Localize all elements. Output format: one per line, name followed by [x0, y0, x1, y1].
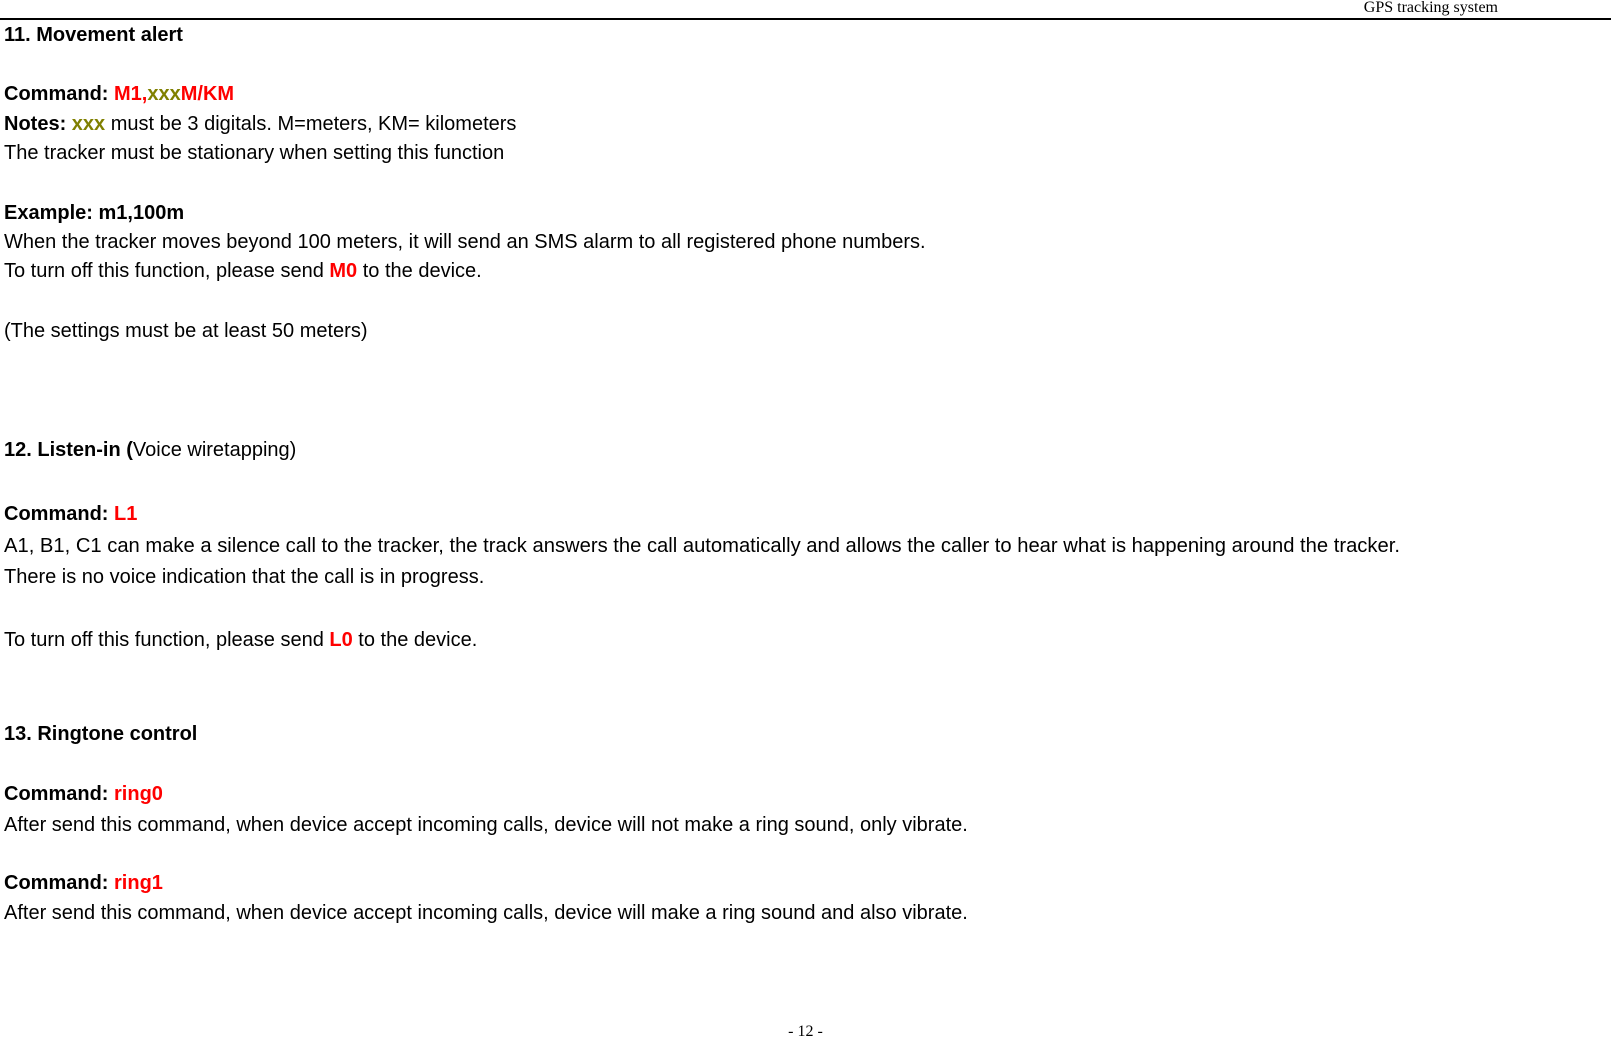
heading-bold: 12. Listen-in ( [4, 439, 133, 461]
s11-stationary-note: The tracker must be stationary when setting this function [4, 142, 505, 164]
s12-command-line [4, 501, 137, 527]
notes-label: Notes: [4, 113, 67, 135]
notes-text: must be 3 digitals. M=meters, KM= kilometers [105, 113, 517, 135]
page-number: - 12 - [788, 1023, 823, 1040]
command-code: M1, [114, 83, 148, 105]
s11-min-note: (The settings must be at least 50 meters) [4, 320, 368, 342]
command-units: M/KM [180, 83, 235, 105]
s11-command-line [4, 81, 234, 107]
s13-command-1-desc: After send this command, when device accept incoming calls, device will make a ring sound and also vibrate. [4, 902, 968, 924]
command-code: ring0 [114, 783, 163, 805]
s11-turn-off-line [4, 258, 482, 284]
command-param: xxx [147, 83, 181, 105]
s13-command-0-desc: After send this command, when device accept incoming calls, device will not make a ring sound, only vibrate. [4, 814, 968, 836]
command-label: Command: [4, 872, 109, 894]
section-11-heading: 11. Movement alert [4, 24, 183, 46]
section-13-heading: 13. Ringtone control [4, 723, 198, 745]
s13-command-1-line [4, 870, 163, 896]
command-code: L1 [114, 503, 138, 525]
running-header: GPS tracking system [1363, 0, 1498, 16]
s13-command-0-line [4, 781, 163, 807]
s11-example: Example: m1,100m [4, 202, 185, 224]
s12-desc-2: There is no voice indication that the call is in progress. [4, 566, 485, 588]
s12-turn-off-line [4, 627, 477, 653]
s11-notes-line [4, 111, 516, 137]
command-code: ring1 [114, 872, 163, 894]
heading-rest: Voice wiretapping) [132, 439, 297, 461]
command-label: Command: [4, 83, 109, 105]
turn-off-code: L0 [329, 629, 353, 651]
turn-off-suffix: to the device. [352, 629, 478, 651]
s12-desc-1: A1, B1, C1 can make a silence call to the tracker, the track answers the call automatically and allows the caller to hear what is happening around the tracker. [4, 535, 1400, 557]
header-rule [0, 18, 1611, 20]
turn-off-code: M0 [329, 260, 358, 282]
s11-example-desc: When the tracker moves beyond 100 meters, it will send an SMS alarm to all registered phone numbers. [4, 231, 926, 253]
section-12-heading [4, 437, 296, 463]
turn-off-suffix: to the device. [357, 260, 482, 282]
command-label: Command: [4, 503, 109, 525]
turn-off-prefix: To turn off this function, please send [4, 629, 330, 651]
notes-param: xxx [71, 113, 106, 135]
command-label: Command: [4, 783, 109, 805]
turn-off-prefix: To turn off this function, please send [4, 260, 330, 282]
